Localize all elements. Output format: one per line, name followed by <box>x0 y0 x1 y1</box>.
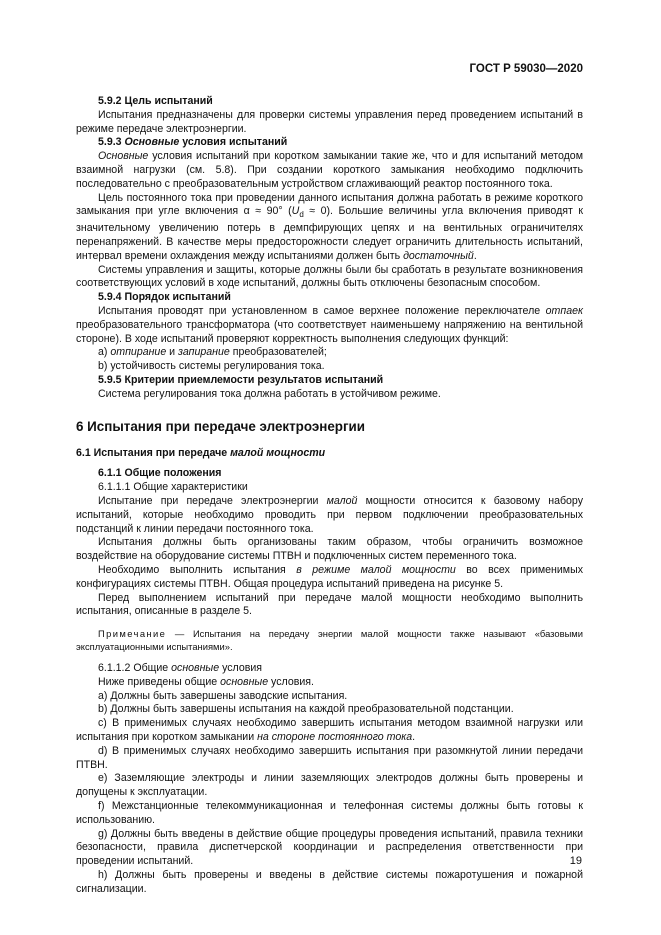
note-text: — Испытания на передачу энергии малой мощности также называют «базовыми эксплуатационными испытаниями». <box>76 628 583 652</box>
section-5-9-5-paragraph: Система регулирования тока должна работать в устойчивом режиме. <box>98 387 441 400</box>
section-6-1-1-2-heading: 6.1.1.2 Общие основные условия <box>98 662 263 675</box>
section-5-9-4-paragraph: Испытания проводят при установленном в самое верхнее положение переключателе отпаек преобразовательного трансформатора (что соответствует наименьшему напряжению на вентильной стороне). В ходе испытаний проверяют корректность выполнения следующих функций: <box>76 305 583 345</box>
page-content <box>76 95 583 897</box>
section-5-9-2-heading: 5.9.2 Цель испытаний <box>98 95 213 107</box>
section-6-1-1-1-heading: 6.1.1.1 Общие характеристики <box>98 481 248 494</box>
section-6-1-1-1-paragraph-4: Перед выполнением испытаний при передаче малой мощности необходимо выполнить испытания, описанные в разделе 5. <box>76 591 583 618</box>
section-5-9-3-heading: 5.9.3 Основные условия испытаний <box>98 136 288 149</box>
section-6-1-1-heading: 6.1.1 Общие положения <box>98 467 222 480</box>
section-5-9-4-item-b: b) устойчивость системы регулирования тока. <box>98 360 325 373</box>
page-number: 19 <box>569 855 582 867</box>
section-5-9-4-heading: 5.9.4 Порядок испытаний <box>98 291 231 304</box>
note <box>76 628 583 653</box>
section-6-1-1-1-paragraph-1: Испытание при передаче электроэнергии малой мощности относится к базовому набору испытаний, которые необходимо проводить при первом подключении преобразовательных подстанций к линии передачи постоянного тока. <box>76 495 583 535</box>
condition-item-d: d) В применимых случаях необходимо завершить испытания при разомкнутой линии передачи ПТВН. <box>76 744 583 771</box>
condition-item-a: а) Должны быть завершены заводские испытания. <box>98 689 348 702</box>
section-5-9-3-paragraph-3: Системы управления и защиты, которые должны были бы сработать в результате возникновения соответствующих условий в ходе испытаний, должны быть отключены безопасным способом. <box>76 263 583 290</box>
condition-item-e: е) Заземляющие электроды и линии заземляющих электродов должны быть проверены и допущены к эксплуатации. <box>76 772 583 799</box>
section-5-9-3-paragraph-2: Цель постоянного тока при проведении данного испытания должна работать в режиме короткого замыкания при угле включения α ≈ 90° $(U_d \approx 0)$. Большие величины угла включения приводят к значительному увеличению потерь в демпфирующих цепях и на вентильных ограничителях перенапряжений. В качестве меры предосторожности следует ограничить длительность испытаний, интервал времени охлаждения между испытаниями должен быть достаточный. <box>76 191 583 262</box>
section-6-heading: 6 Испытания при передаче электроэнергии <box>76 418 365 434</box>
condition-item-c: с) В применимых случаях необходимо завершить испытания методом взаимной нагрузки или испытания при коротком замыкании на стороне постоянного тока. <box>76 717 583 743</box>
section-5-9-2-paragraph: Испытания предназначены для проверки системы управления перед проведением испытаний в режиме передаче электроэнергии. <box>76 108 583 135</box>
conditions-intro: Ниже приведены общие основные условия. <box>98 675 314 688</box>
condition-item-f: f) Межстанционные телекоммуникационная и телефонная системы должны быть готовы к использованию. <box>76 799 583 826</box>
document-header-id: ГОСТ Р 59030—2020 <box>469 63 583 75</box>
section-6-1-1-1-paragraph-3: Необходимо выполнить испытания в режиме малой мощности во всех применимых конфигурациях системы ПТВН. Общая процедура испытаний приведена на рисунке 5. <box>76 564 583 590</box>
condition-item-g: g) Должны быть введены в действие общие процедуры проведения испытаний, правила техники безопасности, правила диспетчерской координации и распределения ответственности при проведении испытаний. <box>76 827 583 868</box>
condition-item-h: h) Должны быть проверены и введены в действие системы пожаротушения и пожарной сигнализации. <box>76 868 583 895</box>
section-6-1-heading: 6.1 Испытания при передаче малой мощности <box>76 446 326 459</box>
note-label: Примечание <box>98 628 167 640</box>
section-5-9-4-item-a: а) отпирание и запирание преобразователей; <box>98 346 327 359</box>
section-5-9-3-paragraph-1: Основные условия испытаний при коротком замыкании такие же, что и для испытаний методом взаимной нагрузки (см. 5.8). При создании короткого замыкания необходимо подключить последовательно с преобразовательным устройством сглаживающий реактор постоянного тока. <box>76 150 583 190</box>
section-5-9-5-heading: 5.9.5 Критерии приемлемости результатов испытаний <box>98 374 384 387</box>
condition-item-b: b) Должны быть завершены испытания на каждой преобразовательной подстанции. <box>98 703 514 716</box>
section-6-1-1-1-paragraph-2: Испытания должны быть организованы таким образом, чтобы ограничить возможное воздействие на оборудование системы ПТВН и подключенных систем переменного тока. <box>76 536 583 563</box>
